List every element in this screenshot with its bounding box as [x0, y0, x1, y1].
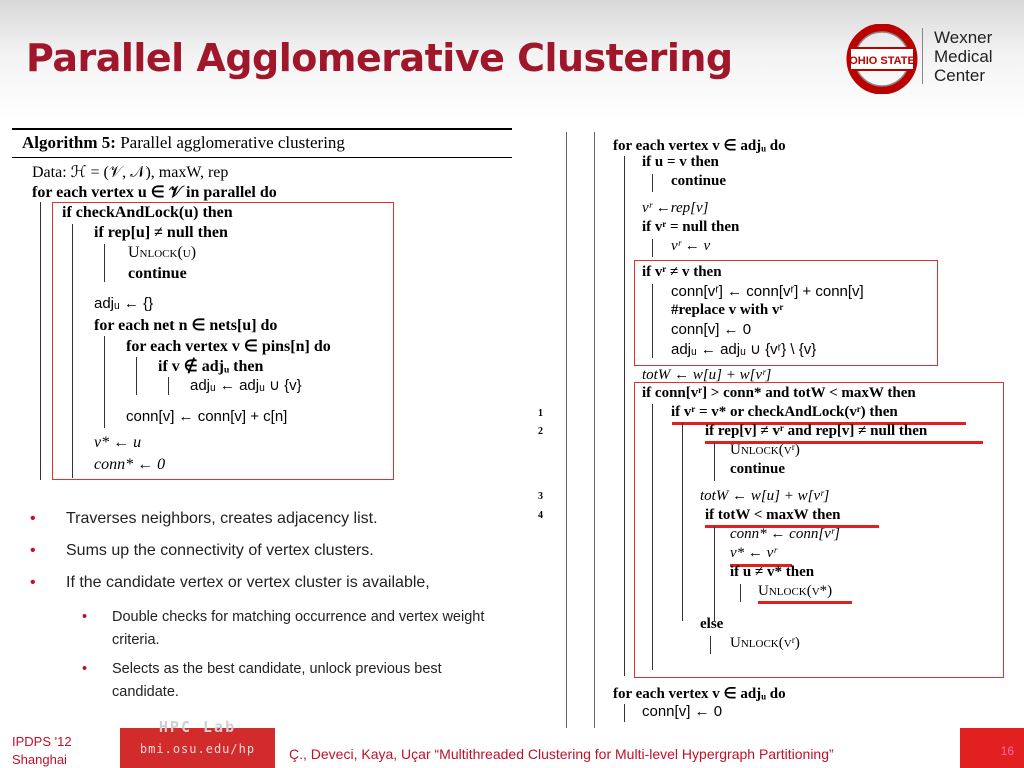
outer-indent-guide [566, 132, 567, 732]
red-underline [758, 601, 852, 604]
logo-wordmark [934, 28, 993, 85]
algo-line: if vʳ ≠ v then [642, 264, 722, 280]
sub-bullet-item: • Selects as the best candidate, unlock previous best candidate. [82, 658, 512, 704]
algo-line: v* ← vʳ [730, 545, 777, 561]
algo-line: totW ← w[u] + w[vʳ] [700, 488, 830, 504]
algo-line: adjᵤ ← {} [94, 295, 154, 312]
algo-line: conn[v] ← 0 [642, 703, 723, 720]
conference-label [0, 728, 120, 768]
algo-line: Data: ℋ = (𝒱, 𝒩), maxW, rep [32, 164, 229, 181]
indent-guide [624, 156, 625, 676]
algo-top-rule [12, 128, 512, 130]
algo-line: for each net n ∈ nets[u] do [94, 317, 278, 334]
bullet-item: • Traverses neighbors, creates adjacency list. [30, 510, 378, 527]
algo-line: Unlock(v*) [758, 583, 833, 599]
page-number: 16 [1000, 744, 1014, 758]
indent-guide [652, 239, 653, 257]
indent-guide [652, 174, 653, 192]
algo-line: else [700, 616, 724, 632]
algo-line: if rep[u] ≠ null then [94, 224, 228, 241]
algo-caption-text: Parallel agglomerative clustering [120, 133, 345, 152]
algo-line: if rep[v] ≠ vʳ and rep[v] ≠ null then [705, 423, 928, 439]
logo-divider [922, 28, 923, 84]
algo-line: if totW < maxW then [705, 507, 841, 523]
algo-line: continue [730, 461, 786, 477]
sub-bullet-text: Double checks for matching occurrence and vertex weight criteria. [112, 609, 485, 648]
algo-line: Unlock(u) [128, 244, 197, 261]
slide-title: Parallel Agglomerative Clustering [26, 36, 733, 80]
logo-line: Wexner [934, 28, 993, 47]
algo-caption [22, 133, 345, 153]
indent-guide [136, 357, 137, 395]
line-number: 2 [538, 426, 543, 437]
algo-line: for each vertex v ∈ pins[n] do [126, 338, 331, 355]
conference-line: IPDPS '12 [12, 734, 72, 749]
page-number-box [960, 728, 1024, 768]
algo-line: if conn[vʳ] > conn* and totW < maxW then [642, 385, 916, 401]
algo-line: conn[vʳ] ← conn[vʳ] + conn[v] [671, 283, 864, 300]
algo-line: Unlock(vʳ) [730, 442, 800, 458]
indent-guide [104, 244, 105, 282]
algo-line: for each vertex v ∈ adjᵤ do [613, 686, 786, 702]
algo-line: if vʳ = v* or checkAndLock(vʳ) then [671, 404, 898, 420]
algo-line: if u = v then [642, 154, 719, 170]
indent-guide [652, 404, 653, 670]
algo-line: vʳ ←rep[v] [642, 200, 709, 216]
algo-line: if checkAndLock(u) then [62, 204, 233, 221]
hpc-lab-badge [120, 718, 275, 768]
bullet-text: Traverses neighbors, creates adjacency list. [66, 510, 378, 527]
emblem-text: OHIO STATE [849, 55, 915, 67]
algo-line: #replace v with vʳ [671, 302, 784, 318]
algo-line: v* ← u [94, 434, 142, 451]
algo-caption-rule [12, 157, 512, 158]
algo-line: adjᵤ ← adjᵤ ∪ {v} [190, 377, 302, 394]
indent-guide [682, 423, 683, 621]
bullet-text: Sums up the connectivity of vertex clusters. [66, 542, 374, 559]
line-number: 1 [538, 408, 543, 419]
indent-guide [40, 202, 41, 480]
indent-guide [714, 443, 715, 481]
algo-line: conn[v] ← 0 [671, 321, 752, 338]
indent-guide [168, 377, 169, 395]
conference-line: Shanghai [12, 752, 67, 767]
indent-guide [72, 224, 73, 478]
algo-line: for each vertex u ∈ 𝒱 in parallel do [32, 184, 277, 201]
algo-line: for each vertex v ∈ adjᵤ do [613, 138, 786, 154]
algo-caption-label: Algorithm 5: [22, 133, 116, 152]
algo-line: conn* ← conn[vʳ] [730, 526, 840, 542]
outer-indent-guide [594, 132, 595, 732]
indent-guide [652, 284, 653, 358]
bullet-text: If the candidate vertex or vertex cluster is available, [66, 574, 430, 591]
algo-line: Unlock(vʳ) [730, 635, 800, 651]
algo-line: conn[v] ← conn[v] + c[n] [126, 408, 288, 425]
algo-line: conn* ← 0 [94, 456, 166, 473]
algo-line: totW ← w[u] + w[vʳ] [642, 367, 772, 383]
algo-line: continue [671, 173, 727, 189]
algo-line: if v ∉ adjᵤ then [158, 358, 264, 375]
sub-bullet-item: • Double checks for matching occurrence and vertex weight criteria. [82, 606, 512, 652]
sub-bullet-text: Selects as the best candidate, unlock previous best candidate. [112, 661, 442, 700]
algo-line: if u ≠ v* then [730, 564, 815, 580]
logo-line: Center [934, 66, 986, 85]
line-number: 4 [538, 510, 543, 521]
algo-line: if vʳ = null then [642, 219, 740, 235]
logo-line: Medical [934, 47, 993, 66]
bullet-item: • Sums up the connectivity of vertex clusters. [30, 542, 374, 559]
indent-guide [624, 704, 625, 722]
indent-guide [710, 636, 711, 654]
reference-bar [275, 728, 960, 768]
indent-guide [714, 527, 715, 621]
indent-guide [740, 584, 741, 602]
lab-name: HPC Lab [158, 718, 237, 736]
bullet-item: • If the candidate vertex or vertex cluster is available, [30, 574, 430, 591]
line-number: 3 [538, 491, 543, 502]
algo-line: continue [128, 265, 187, 282]
algo-line: vʳ ← v [671, 238, 711, 254]
ohio-state-emblem-icon [846, 24, 918, 94]
reference-text: Ç., Deveci, Kaya, Uçar “Multithreaded Clustering for Multi-level Hypergraph Partitioning” [289, 746, 834, 762]
lab-url: bmi.osu.edu/hp [139, 742, 256, 756]
indent-guide [104, 336, 105, 428]
algo-line: adjᵤ ← adjᵤ ∪ {vʳ} \ {v} [671, 341, 817, 358]
